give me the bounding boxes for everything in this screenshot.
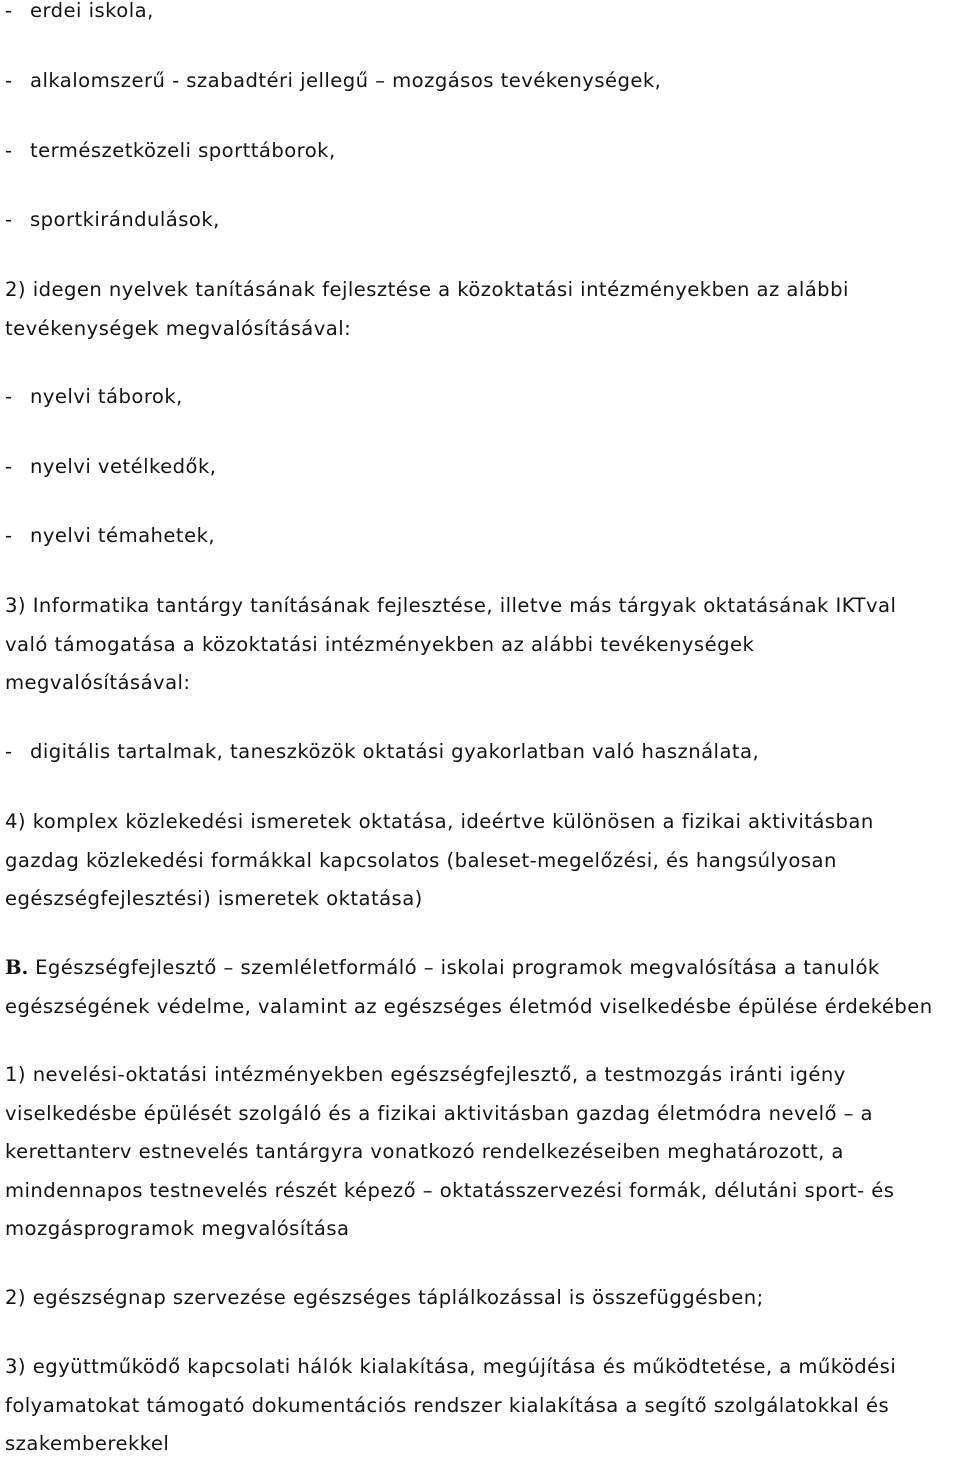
section-heading — [5, 949, 957, 1026]
paragraph-line: 3) Informatika tantárgy tanításának fejlesztése, illetve más tárgyak oktatásának IKTval — [5, 594, 897, 617]
paragraph-line: 1) nevelési-oktatási intézményekben egészségfejlesztő, a testmozgás iránti igény — [5, 1063, 846, 1086]
paragraph-line: 2) egészségnap szervezése egészséges táplálkozással is összefüggésben; — [5, 1286, 764, 1309]
list-item-text: digitális tartalmak, taneszközök oktatási gyakorlatban való használata, — [30, 740, 760, 763]
list-item — [5, 132, 957, 171]
numbered-paragraph — [5, 1056, 957, 1249]
list-item-text: sportkirándulások, — [30, 208, 220, 231]
dash-bullet: - — [5, 385, 13, 408]
dash-bullet: - — [5, 740, 13, 763]
paragraph-line: gazdag közlekedési formákkal kapcsolatos (baleset-megelőzési, és hangsúlyosan — [5, 848, 837, 872]
paragraph-line: szakemberekkel — [5, 1432, 170, 1455]
section-heading-line: egészségének védelme, valamint az egészséges életmód viselkedésbe épülése érdekében — [5, 994, 933, 1018]
list-item — [5, 378, 957, 417]
paragraph-line: való támogatása a közoktatási intézményekben az alábbi tevékenységek — [5, 632, 755, 656]
dash-bullet: - — [5, 524, 13, 547]
dash-bullet: - — [5, 455, 13, 478]
list-item-text: nyelvi témahetek, — [30, 524, 216, 547]
numbered-paragraph — [5, 803, 957, 919]
list-item-text: alkalomszerű - szabadtéri jellegű – mozgásos tevékenységek, — [30, 69, 662, 92]
list-item — [5, 733, 957, 772]
paragraph-line: mindennapos testnevelés részét képező – oktatásszervezési formák, délutáni sport- és — [5, 1178, 895, 1202]
list-item — [5, 62, 957, 101]
dash-bullet: - — [5, 69, 13, 92]
list-item — [5, 0, 957, 31]
list-item — [5, 517, 957, 556]
list-item-text: természetközeli sporttáborok, — [30, 139, 336, 162]
list-item-text: nyelvi táborok, — [30, 385, 183, 408]
paragraph-line: 2) idegen nyelvek tanításának fejlesztése a közoktatási intézményekben az alábbi — [5, 278, 849, 301]
section-heading-text: Egészségfejlesztő – szemléletformáló – iskolai programok megvalósítása a tanulók — [28, 956, 880, 979]
dash-bullet: - — [5, 139, 13, 162]
section-heading-line — [5, 949, 957, 988]
paragraph-line: viselkedésbe épülését szolgáló és a fizikai aktivitásban gazdag életmódra nevelő – a — [5, 1101, 873, 1125]
list-item — [5, 201, 957, 240]
dash-bullet: - — [5, 0, 13, 22]
numbered-paragraph — [5, 1279, 957, 1318]
paragraph-line: folyamatokat támogató dokumentációs rendszer kialakítása a segítő szolgálatokkal és — [5, 1393, 890, 1417]
numbered-paragraph — [5, 1348, 957, 1464]
paragraph-line: egészségfejlesztési) ismeretek oktatása) — [5, 887, 423, 910]
paragraph-line: kerettanterv estnevelés tantárgyra vonatkozó rendelkezéseiben meghatározott, a — [5, 1140, 844, 1163]
paragraph-line: mozgásprogramok megvalósítása — [5, 1217, 350, 1240]
list-item — [5, 448, 957, 487]
section-letter: B. — [5, 956, 29, 979]
list-item-text: erdei iskola, — [30, 0, 154, 22]
list-item-text: nyelvi vetélkedők, — [30, 455, 217, 478]
paragraph-line: tevékenységek megvalósításával: — [5, 316, 352, 340]
paragraph-line: 4) komplex közlekedési ismeretek oktatása, ideértve különösen a fizikai aktivitásban — [5, 810, 874, 833]
paragraph-line: megvalósításával: — [5, 671, 191, 694]
paragraph-line: 3) együttműködő kapcsolati hálók kialakítása, megújítása és működtetése, a működési — [5, 1355, 897, 1378]
numbered-paragraph — [5, 587, 957, 703]
numbered-paragraph — [5, 271, 957, 348]
dash-bullet: - — [5, 208, 13, 231]
